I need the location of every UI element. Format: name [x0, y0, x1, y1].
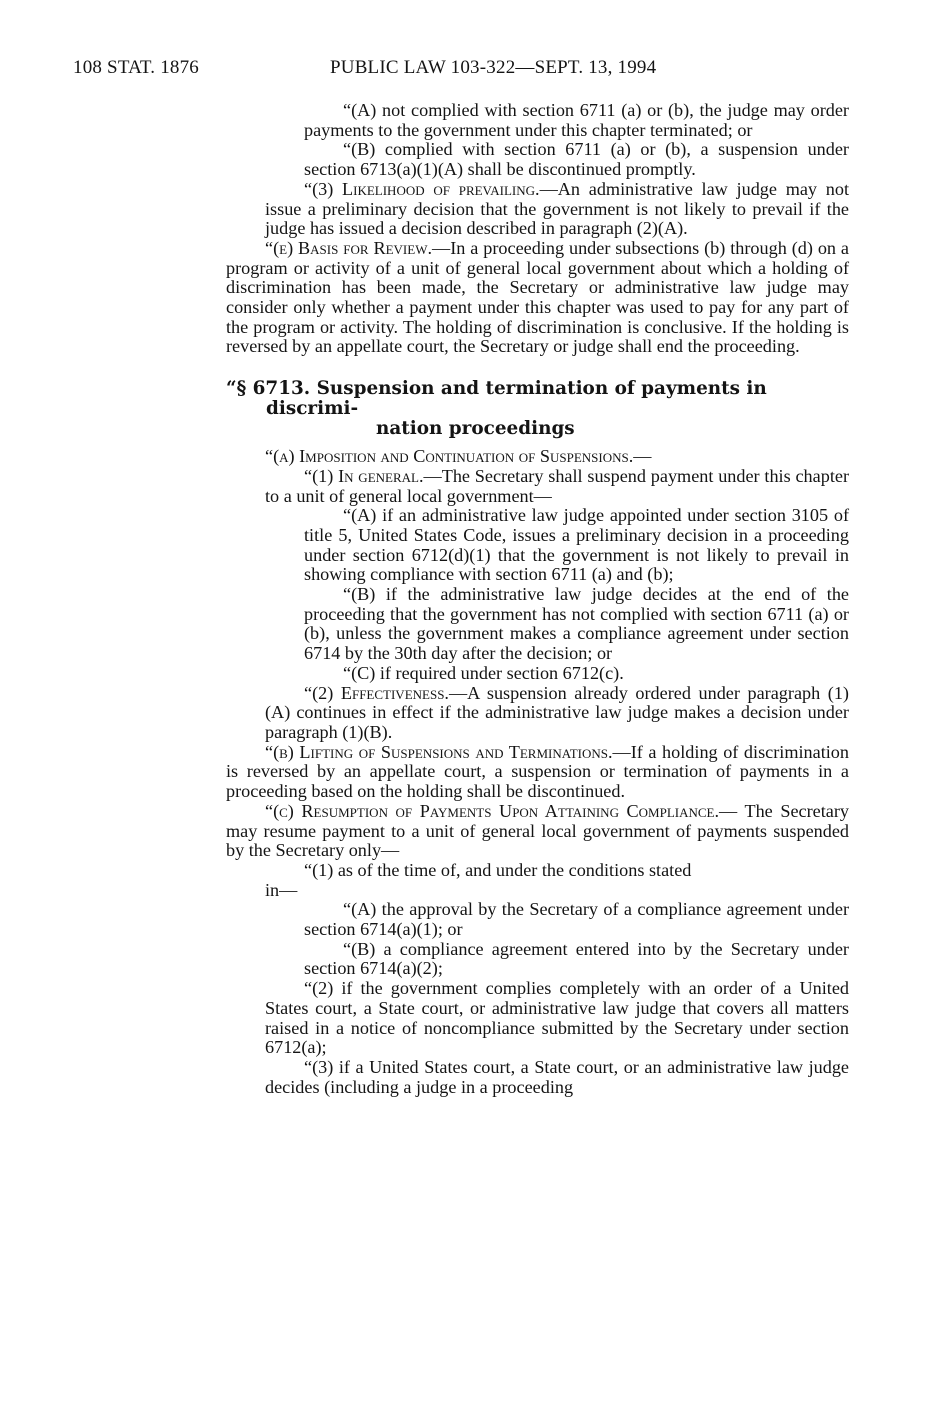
section-heading-line: nation proceedings: [376, 418, 575, 440]
paragraph-approval-by-secretary: “(A) the approval by the Secretary of a compliance agreement under section 6714(a)(1); or: [304, 899, 849, 940]
paragraph-preliminary-decision: “(A) if an administrative law judge appointed under section 3105 of title 5, United States Code, issues a preliminary decision in a proceeding under section 6712(d)(1) that the government is not likely to prevail in showing compliance with section 6711 (a) and (b);: [304, 505, 849, 585]
paragraph-caption: “(3) Likelihood of prevailing.: [304, 178, 540, 199]
paragraph-government-complies: “(2) if the government complies completely with an order of a United States court, a State court, or administrative law judge that covers all matters raised in a notice of noncompliance submitted by the Secretary under section 6712(a);: [265, 978, 849, 1058]
document-body: [226, 101, 849, 1097]
paragraph-caption: “(a) Imposition and Continuation of Suspensions.: [265, 446, 634, 467]
paragraph-caption: “(c) Resumption of Payments Upon Attaining Compliance.: [265, 800, 720, 821]
paragraph-caption: “(b) Lifting of Suspensions and Terminations.: [265, 741, 613, 762]
paragraph-court-decides: “(3) if a United States court, a State court, or an administrative law judge decides (including a judge in a proceeding: [265, 1056, 849, 1097]
section-heading-line: “§ 6713. Suspension and termination of payments in discrimi-: [226, 378, 767, 420]
paragraph-text: —The Secretary shall suspend payment under this chapter to a unit of general local government—: [265, 465, 849, 506]
page-header: [0, 57, 943, 83]
paragraph-imposition-of-suspensions: [226, 447, 849, 467]
paragraph-in-general: [265, 467, 849, 506]
section-heading: [226, 379, 849, 439]
paragraph-not-complied: “(A) not complied with section 6711 (a) or (b), the judge may order payments to the government under this chapter terminated; or: [304, 100, 849, 140]
paragraph-resumption-of-payments: [226, 802, 849, 861]
paragraph-basis-for-review: [226, 239, 849, 357]
paragraph-caption: “(e) Basis for Review.: [265, 237, 433, 258]
paragraph-lifting-of-suspensions: [226, 743, 849, 802]
paragraph-text: —If a holding of discrimination is reversed by an appellate court, a suspension or termination of payments in a proceeding based on the holding shall be discontinued.: [226, 741, 849, 802]
public-law-reference: PUBLIC LAW 103-322—SEPT. 13, 1994: [330, 57, 657, 78]
paragraph-text: — The Secretary may resume payment to a unit of general local government of payments suspended by the Secretary only—: [226, 800, 849, 861]
paragraph-complied: “(B) complied with section 6711 (a) or (b), a suspension under section 6713(a)(1)(A) shall be discontinued promptly.: [304, 139, 849, 180]
paragraph-compliance-agreement: “(B) a compliance agreement entered into by the Secretary under section 6714(a)(2);: [304, 938, 849, 979]
statute-page-reference: 108 STAT. 1876: [73, 57, 200, 78]
paragraph-as-of-the-time: [265, 861, 849, 881]
paragraph-caption: “(1) In general.: [304, 465, 424, 486]
paragraph-likelihood-of-prevailing: [265, 180, 849, 239]
paragraph-line: in—: [265, 879, 298, 900]
paragraph-text: —An administrative law judge may not issue a preliminary decision that the government is not likely to prevail if the judge has issued a decision described in paragraph (2)(A).: [265, 178, 849, 239]
paragraph-text: —A suspension already ordered under paragraph (1)(A) continues in effect if the administrative law judge makes a decision under paragraph (1)(B).: [265, 682, 849, 742]
paragraph-text: —In a proceeding under subsections (b) through (d) on a program or activity of a unit of general local government about which a holding of discrimination has been made, the Secretary or administrative law judge may consider only whether a payment under this chapter was used to pay for any part of the program or activity. The holding of discrimination is conclusive. If the holding is reversed by an appellate court, the Secretary or judge shall end the proceeding.: [226, 237, 849, 357]
paragraph-end-of-proceeding: “(B) if the administrative law judge decides at the end of the proceeding that the government has not complied with section 6711 (a) or (b), unless the government makes a compliance agreement under section 6714 by the 30th day after the decision; or: [304, 584, 849, 664]
paragraph-caption: “(2) Effectiveness.: [304, 682, 449, 703]
paragraph-effectiveness: [265, 684, 849, 743]
paragraph-line: “(1) as of the time of, and under the conditions stated: [304, 859, 692, 880]
paragraph-as-of-the-time-continued: [265, 881, 849, 901]
paragraph-text: —: [633, 446, 652, 467]
paragraph-if-required: “(C) if required under section 6712(c).: [343, 662, 624, 683]
